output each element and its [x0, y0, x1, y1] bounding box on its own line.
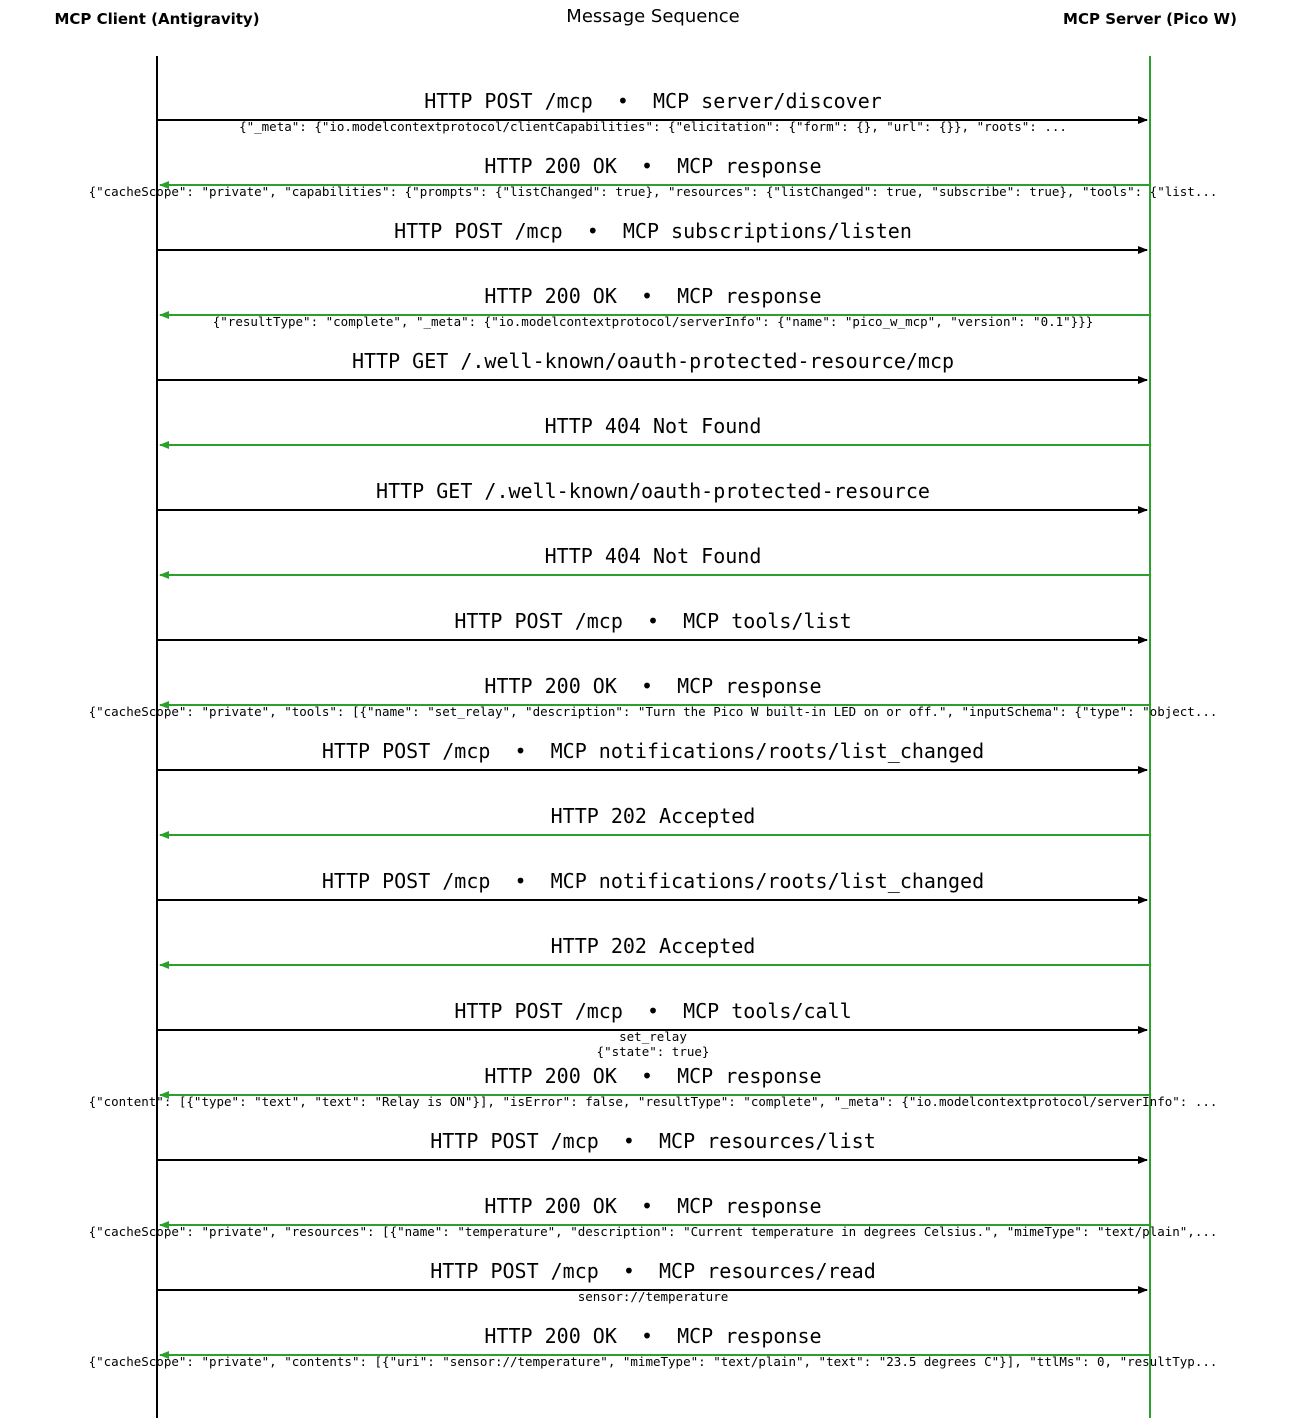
message-label: HTTP 200 OK • MCP response [484, 674, 822, 698]
message-label: HTTP POST /mcp • MCP notifications/roots/list_changed [321, 869, 985, 893]
message-13 [157, 869, 1147, 900]
message-6 [160, 414, 1150, 445]
message-label: HTTP GET /.well-known/oauth-protected-resource [376, 479, 930, 503]
message-18 [89, 1194, 1218, 1239]
message-label: HTTP 200 OK • MCP response [484, 1194, 822, 1218]
diagram-title: Message Sequence [566, 6, 740, 27]
message-detail: {"cacheScope": "private", "tools": [{"name": "set_relay", "description": "Turn the Pico W built-in LED on or off.", "inputSchema": {"type": "object... [88, 704, 1218, 719]
message-detail: sensor://temperature [577, 1289, 729, 1304]
message-label: HTTP 200 OK • MCP response [484, 1064, 822, 1088]
message-label: HTTP POST /mcp • MCP tools/list [454, 609, 852, 633]
message-11 [157, 739, 1147, 770]
message-10 [89, 674, 1218, 719]
message-detail: {"resultType": "complete", "_meta": {"io.modelcontextprotocol/serverInfo": {"name": "pico_w_mcp", "version": "0.1"}}} [212, 314, 1094, 329]
message-label: HTTP 200 OK • MCP response [484, 284, 822, 308]
message-12 [160, 804, 1150, 835]
message-detail: {"cacheScope": "private", "capabilities": {"prompts": {"listChanged": true}, "resources": {"listChanged": true, "subscribe": true}, "tools": {"list... [88, 184, 1218, 199]
message-5 [157, 349, 1147, 380]
message-label: HTTP 200 OK • MCP response [484, 1324, 822, 1348]
message-label: HTTP POST /mcp • MCP notifications/roots/list_changed [321, 739, 985, 763]
message-label: HTTP 404 Not Found [544, 544, 762, 568]
message-7 [157, 479, 1147, 510]
message-4 [160, 284, 1150, 329]
message-detail: set_relay [619, 1029, 687, 1044]
message-label: HTTP POST /mcp • MCP server/discover [424, 89, 882, 113]
message-1 [157, 89, 1147, 134]
message-label: HTTP GET /.well-known/oauth-protected-resource/mcp [351, 349, 955, 373]
message-detail: {"state": true} [596, 1044, 710, 1059]
message-9 [157, 609, 1147, 640]
message-label: HTTP 200 OK • MCP response [484, 154, 822, 178]
message-detail: {"cacheScope": "private", "resources": [{"name": "temperature", "description": "Current temperature in degrees Celsius.", "mimeType": "text/plain",... [88, 1224, 1218, 1239]
message-detail: {"content": [{"type": "text", "text": "Relay is ON"}], "isError": false, "resultType": "complete", "_meta": {"io.modelcontextprotocol/serverInfo": ... [88, 1094, 1218, 1109]
message-label: HTTP POST /mcp • MCP subscriptions/listen [394, 219, 912, 243]
message-20 [89, 1324, 1218, 1369]
message-detail: {"cacheScope": "private", "contents": [{"uri": "sensor://temperature", "mimeType": "text/plain", "text": "23.5 degrees C"}], "ttlMs": 0, "resultTyp... [88, 1354, 1218, 1369]
client-actor-label: MCP Client (Antigravity) [54, 10, 260, 28]
message-15 [157, 999, 1147, 1059]
message-label: HTTP 202 Accepted [550, 934, 756, 958]
message-detail: {"_meta": {"io.modelcontextprotocol/clientCapabilities": {"elicitation": {"form": {}, "url": {}}, "roots": ... [239, 119, 1067, 134]
message-17 [157, 1129, 1147, 1160]
message-label: HTTP 202 Accepted [550, 804, 756, 828]
message-8 [160, 544, 1150, 575]
message-label: HTTP 404 Not Found [544, 414, 762, 438]
message-list [89, 89, 1218, 1369]
message-label: HTTP POST /mcp • MCP tools/call [454, 999, 852, 1023]
message-14 [160, 934, 1150, 965]
server-actor-label: MCP Server (Pico W) [1063, 10, 1237, 28]
message-2 [89, 154, 1218, 199]
message-3 [157, 219, 1147, 250]
message-label: HTTP POST /mcp • MCP resources/read [430, 1259, 876, 1283]
message-label: HTTP POST /mcp • MCP resources/list [430, 1129, 876, 1153]
message-19 [157, 1259, 1147, 1304]
message-16 [89, 1064, 1218, 1109]
